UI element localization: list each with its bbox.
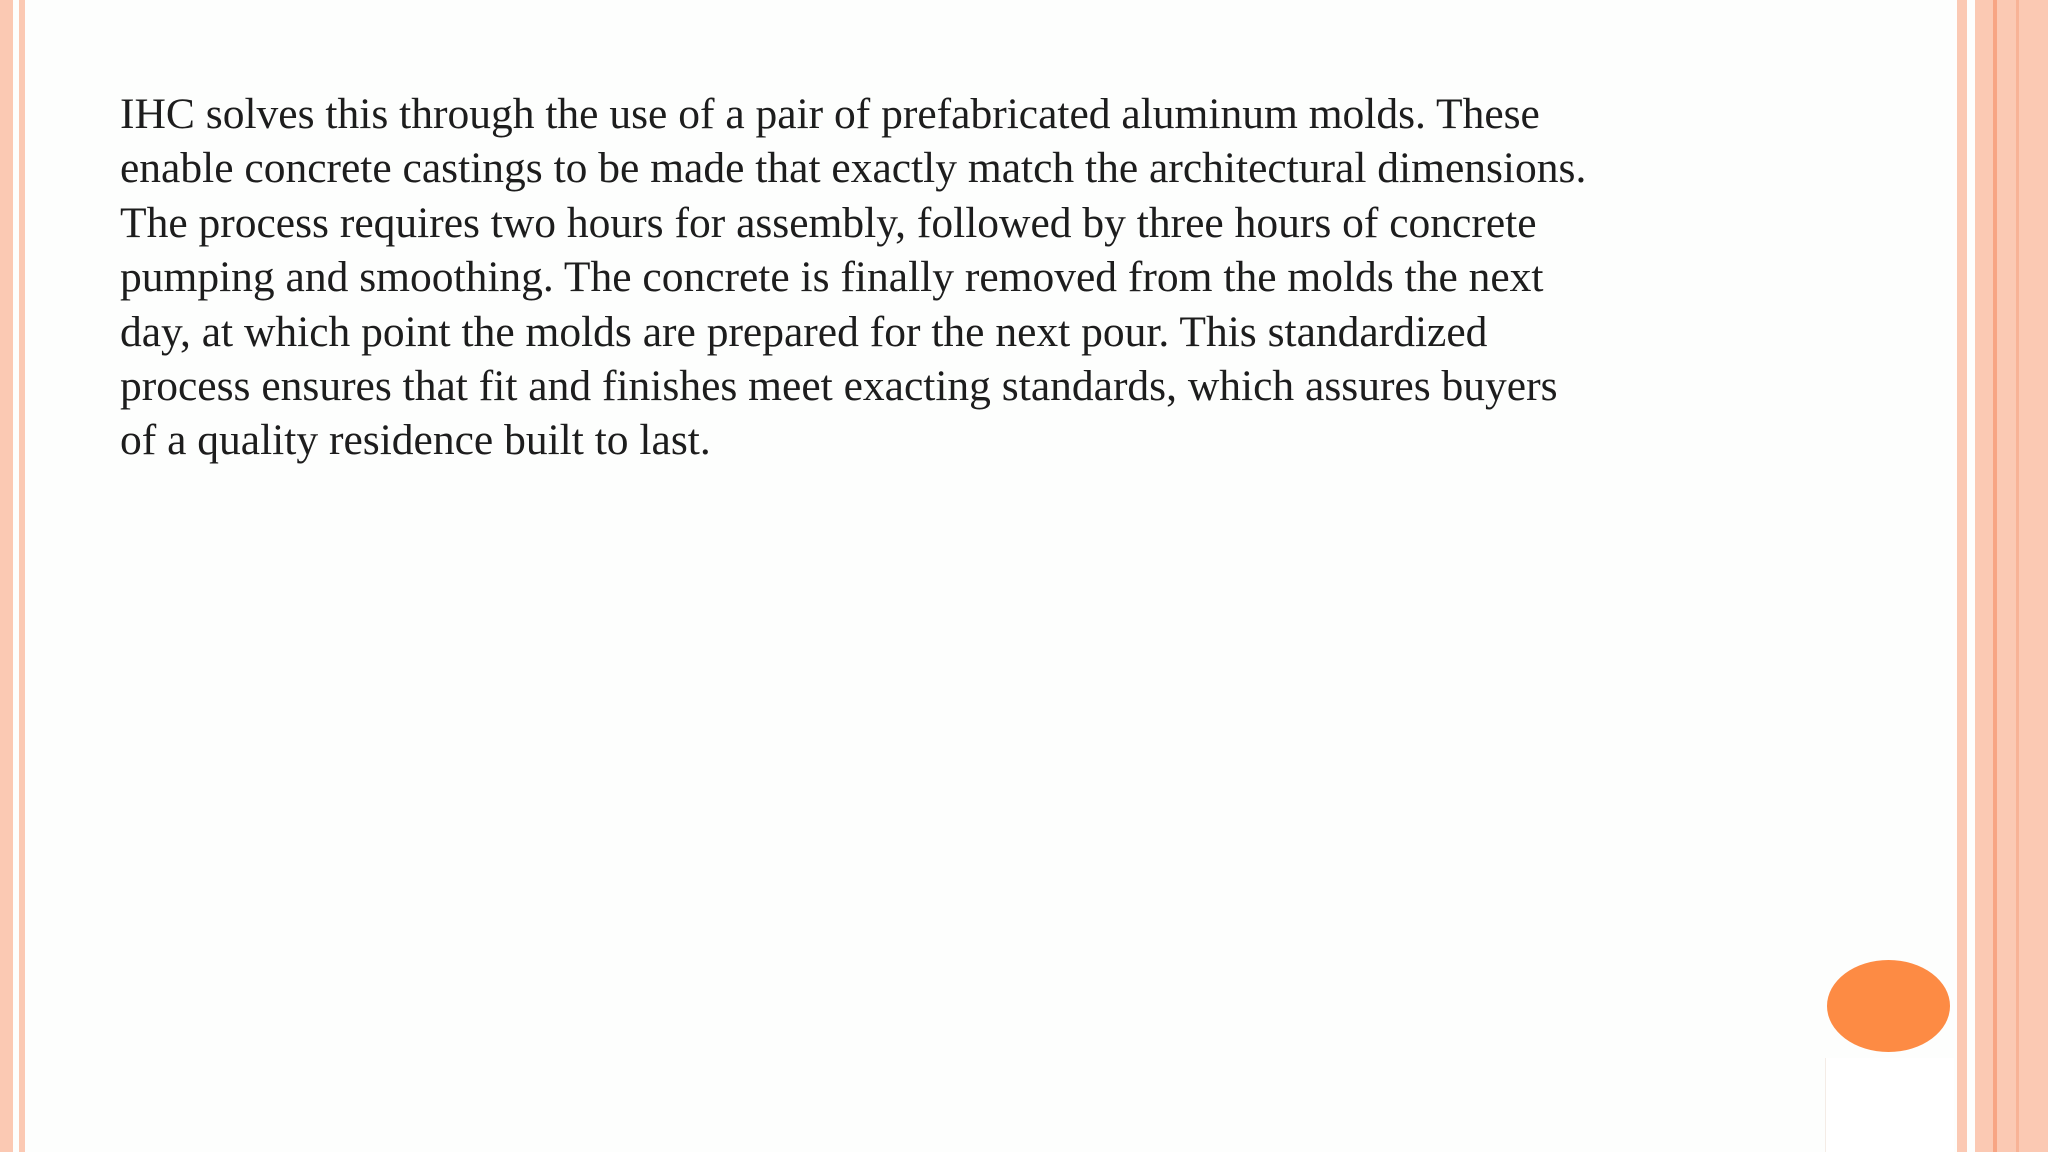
right-border-accent-line [1993,0,1997,1152]
right-border-accent-line-secondary [2016,0,2019,1152]
right-border-band [1975,0,2048,1152]
right-border-thin-stripe [1957,0,1967,1152]
slide-body-text: IHC solves this through the use of a pair of prefabricated aluminum molds. These enable concrete castings to be made that exactly match the architectural dimensions. The process requires two hours for assembly, followed by three hours of concrete pumping and smoothing. The concrete is finally removed from the molds the next day, at which point the molds are prepared for the next pour. This standardized process ensures that fit and finishes meet exacting standards, which assures buyers of a quality residence built to last. [120,90,1587,465]
left-border-thin-stripe [19,0,25,1152]
footer-strip [1825,1058,1954,1152]
left-border-stripe [0,0,13,1152]
decorative-orange-circle [1827,960,1950,1052]
